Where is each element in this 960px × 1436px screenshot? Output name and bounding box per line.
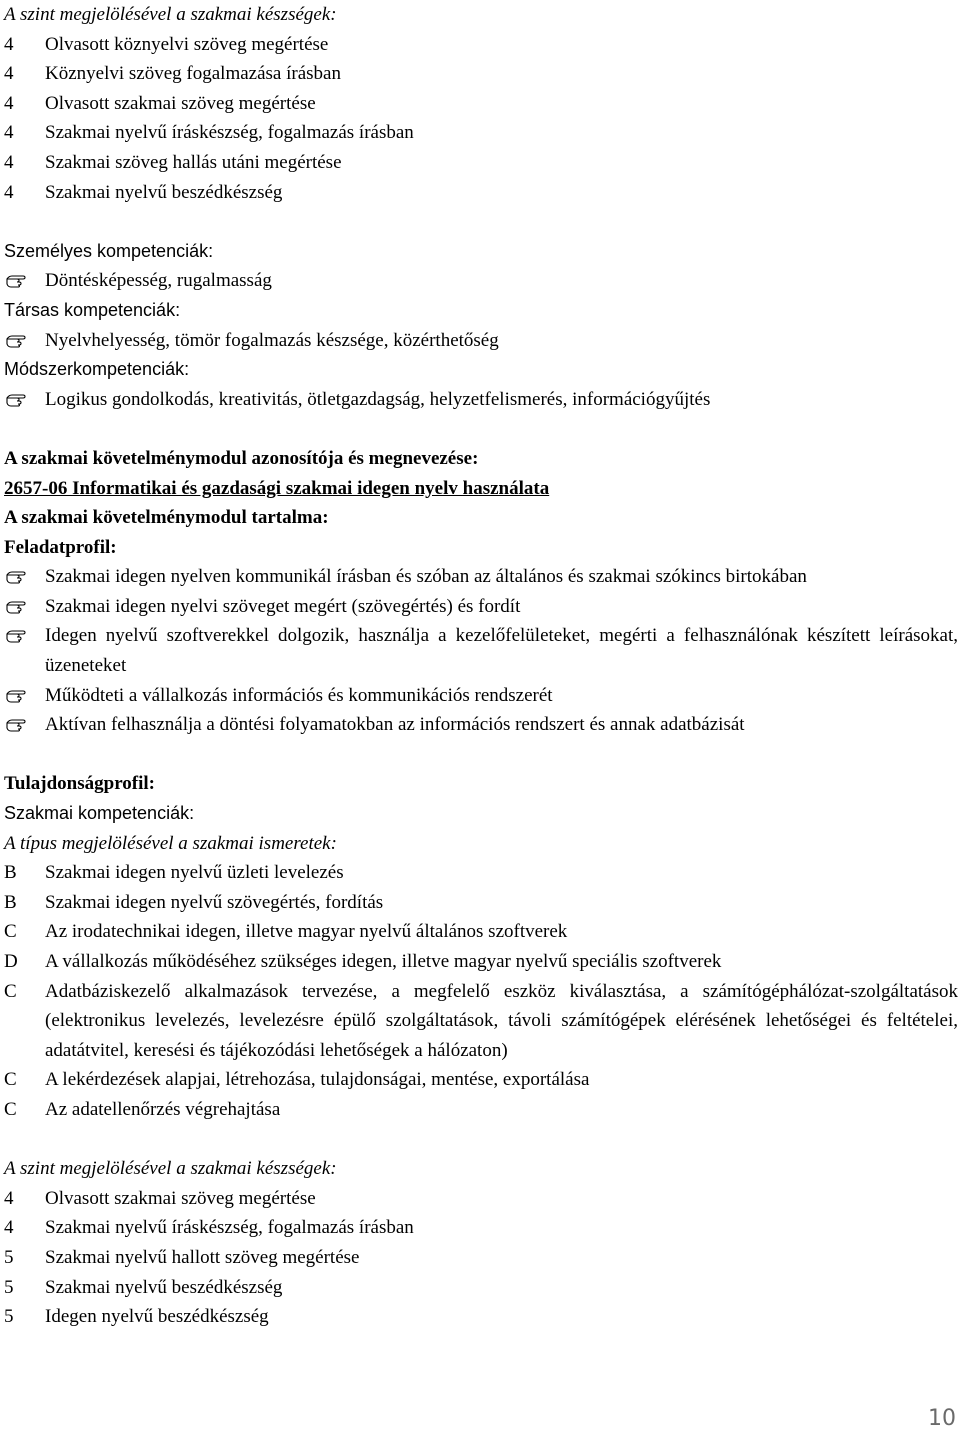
knowledge-text: A lekérdezések alapjai, létrehozása, tulajdonságai, mentése, exportálása [45, 1069, 590, 1091]
knowledge-heading: A típus megjelölésével a szakmai ismeretek: [4, 832, 337, 854]
task-item [4, 592, 958, 622]
module-skill-code: 5 [4, 1246, 14, 1268]
social-competencies-heading: Társas kompetenciák: [4, 299, 181, 320]
task-text: Szakmai idegen nyelvi szöveget megért (szövegértés) és fordít [45, 595, 521, 617]
knowledge-item [4, 858, 958, 888]
skill-code: 4 [4, 33, 14, 55]
module-skill-text: Idegen nyelvű beszédkészség [45, 1306, 269, 1328]
module-id-heading: A szakmai követelménymodul azonosítója és megnevezése: [4, 447, 479, 469]
personal-competency-item [4, 266, 958, 296]
knowledge-list [4, 858, 958, 1124]
skills-heading: A szint megjelölésével a szakmai készségek: [4, 4, 337, 25]
module-skill-item [4, 1243, 958, 1273]
pointing-hand-icon [6, 629, 26, 643]
knowledge-text: A vállalkozás működéséhez szükséges idegen, illetve magyar nyelvű speciális szoftverek [45, 951, 722, 972]
skill-item [4, 118, 958, 148]
task-text: Működteti a vállalkozás információs és kommunikációs rendszerét [45, 684, 553, 706]
personal-competency-text: Döntésképesség, rugalmasság [45, 270, 272, 292]
task-item [4, 710, 958, 740]
knowledge-text: Az adatellenőrzés végrehajtása [45, 1098, 281, 1120]
document-page [4, 0, 958, 1332]
knowledge-item [4, 947, 958, 977]
skill-code: 4 [4, 63, 14, 85]
skill-item [4, 178, 958, 208]
skill-item [4, 89, 958, 119]
pointing-hand-icon [6, 689, 26, 703]
module-skill-item [4, 1273, 958, 1303]
module-skill-code: 5 [4, 1276, 14, 1298]
skill-text: Köznyelvi szöveg fogalmazása írásban [45, 63, 341, 85]
module-skill-code: 4 [4, 1217, 14, 1239]
task-item [4, 621, 958, 680]
personal-competencies-heading: Személyes kompetenciák: [4, 240, 214, 261]
knowledge-code: B [4, 891, 17, 913]
knowledge-item [4, 917, 958, 947]
skill-text: Szakmai szöveg hallás utáni megértése [45, 151, 342, 173]
module-skill-code: 4 [4, 1187, 14, 1209]
knowledge-item [4, 1095, 958, 1125]
skill-code: 4 [4, 181, 14, 203]
skill-item [4, 30, 958, 60]
social-competency-item [4, 326, 958, 356]
task-text: Szakmai idegen nyelven kommunikál írásban és szóban az általános és szakmai szókincs birtokában [45, 566, 807, 588]
skill-text: Szakmai nyelvű beszédkészség [45, 181, 283, 203]
module-skill-item [4, 1302, 958, 1332]
knowledge-item [4, 888, 958, 918]
task-profile-heading: Feladatprofil: [4, 536, 117, 558]
knowledge-code: C [4, 921, 17, 943]
skill-text: Olvasott szakmai szöveg megértése [45, 92, 316, 114]
module-skill-text: Szakmai nyelvű beszédkészség [45, 1276, 283, 1298]
module-skill-item [4, 1213, 958, 1243]
pointing-hand-icon [6, 718, 26, 732]
pointing-hand-icon [6, 600, 26, 614]
knowledge-text: Adatbáziskezelő alkalmazások tervezése, a megfelelő eszköz kiválasztása, a számítógéphálózat-szolgáltatások (elektronikus levelezés, levelezésre épülő szolgáltatások, távoli számítógépek elérésének lehetőségei és feltételei, adatátvitel, keresési és tájékozódási lehetőségek a hálózaton) [45, 980, 958, 1061]
professional-competencies-heading: Szakmai kompetenciák: [4, 803, 195, 824]
skill-code: 4 [4, 122, 14, 144]
knowledge-code: C [4, 1098, 17, 1120]
page-number: 10 [928, 1406, 956, 1431]
skill-text: Szakmai nyelvű íráskészség, fogalmazás írásban [45, 122, 414, 144]
knowledge-code: D [4, 951, 18, 972]
module-skill-code: 5 [4, 1306, 14, 1328]
module-skill-text: Szakmai nyelvű hallott szöveg megértése [45, 1246, 360, 1268]
knowledge-item [4, 1065, 958, 1095]
skills-list [4, 30, 958, 208]
knowledge-code: B [4, 862, 17, 884]
pointing-hand-icon [6, 570, 26, 584]
knowledge-code: C [4, 1069, 17, 1091]
module-skill-text: Szakmai nyelvű íráskészség, fogalmazás írásban [45, 1217, 414, 1239]
task-text: Aktívan felhasználja a döntési folyamatokban az információs rendszert és annak adatbázisát [45, 714, 745, 736]
method-competency-item [4, 385, 958, 415]
knowledge-item [4, 977, 958, 1066]
task-list [4, 562, 958, 740]
pointing-hand-icon [6, 274, 26, 288]
module-content-heading: A szakmai követelménymodul tartalma: [4, 507, 329, 529]
pointing-hand-icon [6, 393, 26, 407]
module-skill-text: Olvasott szakmai szöveg megértése [45, 1187, 316, 1209]
knowledge-text: Szakmai idegen nyelvű üzleti levelezés [45, 862, 344, 884]
skill-item [4, 148, 958, 178]
property-profile-heading: Tulajdonságprofil: [4, 773, 155, 795]
pointing-hand-icon [6, 334, 26, 348]
social-competency-text: Nyelvhelyesség, tömör fogalmazás készsége, közérthetőség [45, 329, 499, 351]
skill-code: 4 [4, 92, 14, 114]
knowledge-text: Az irodatechnikai idegen, illetve magyar nyelvű általános szoftverek [45, 921, 568, 943]
skill-text: Olvasott köznyelvi szöveg megértése [45, 33, 329, 55]
method-competencies-heading: Módszerkompetenciák: [4, 359, 190, 380]
module-skills-list [4, 1184, 958, 1332]
task-item [4, 681, 958, 711]
module-skill-item [4, 1184, 958, 1214]
module-skills-heading: A szint megjelölésével a szakmai készségek: [4, 1158, 337, 1180]
knowledge-text: Szakmai idegen nyelvű szövegértés, fordítás [45, 891, 384, 913]
skill-code: 4 [4, 151, 14, 173]
skill-item [4, 59, 958, 89]
module-title: 2657-06 Informatikai és gazdasági szakmai idegen nyelv használata [4, 477, 550, 499]
task-text: Idegen nyelvű szoftverekkel dolgozik, használja a kezelőfelületeket, megérti a felhasználónak készített leírásokat, üzeneteket [45, 625, 958, 677]
task-item [4, 562, 958, 592]
knowledge-code: C [4, 980, 17, 1002]
method-competency-text: Logikus gondolkodás, kreativitás, ötletgazdagság, helyzetfelismerés, információgyűjtés [45, 388, 711, 410]
